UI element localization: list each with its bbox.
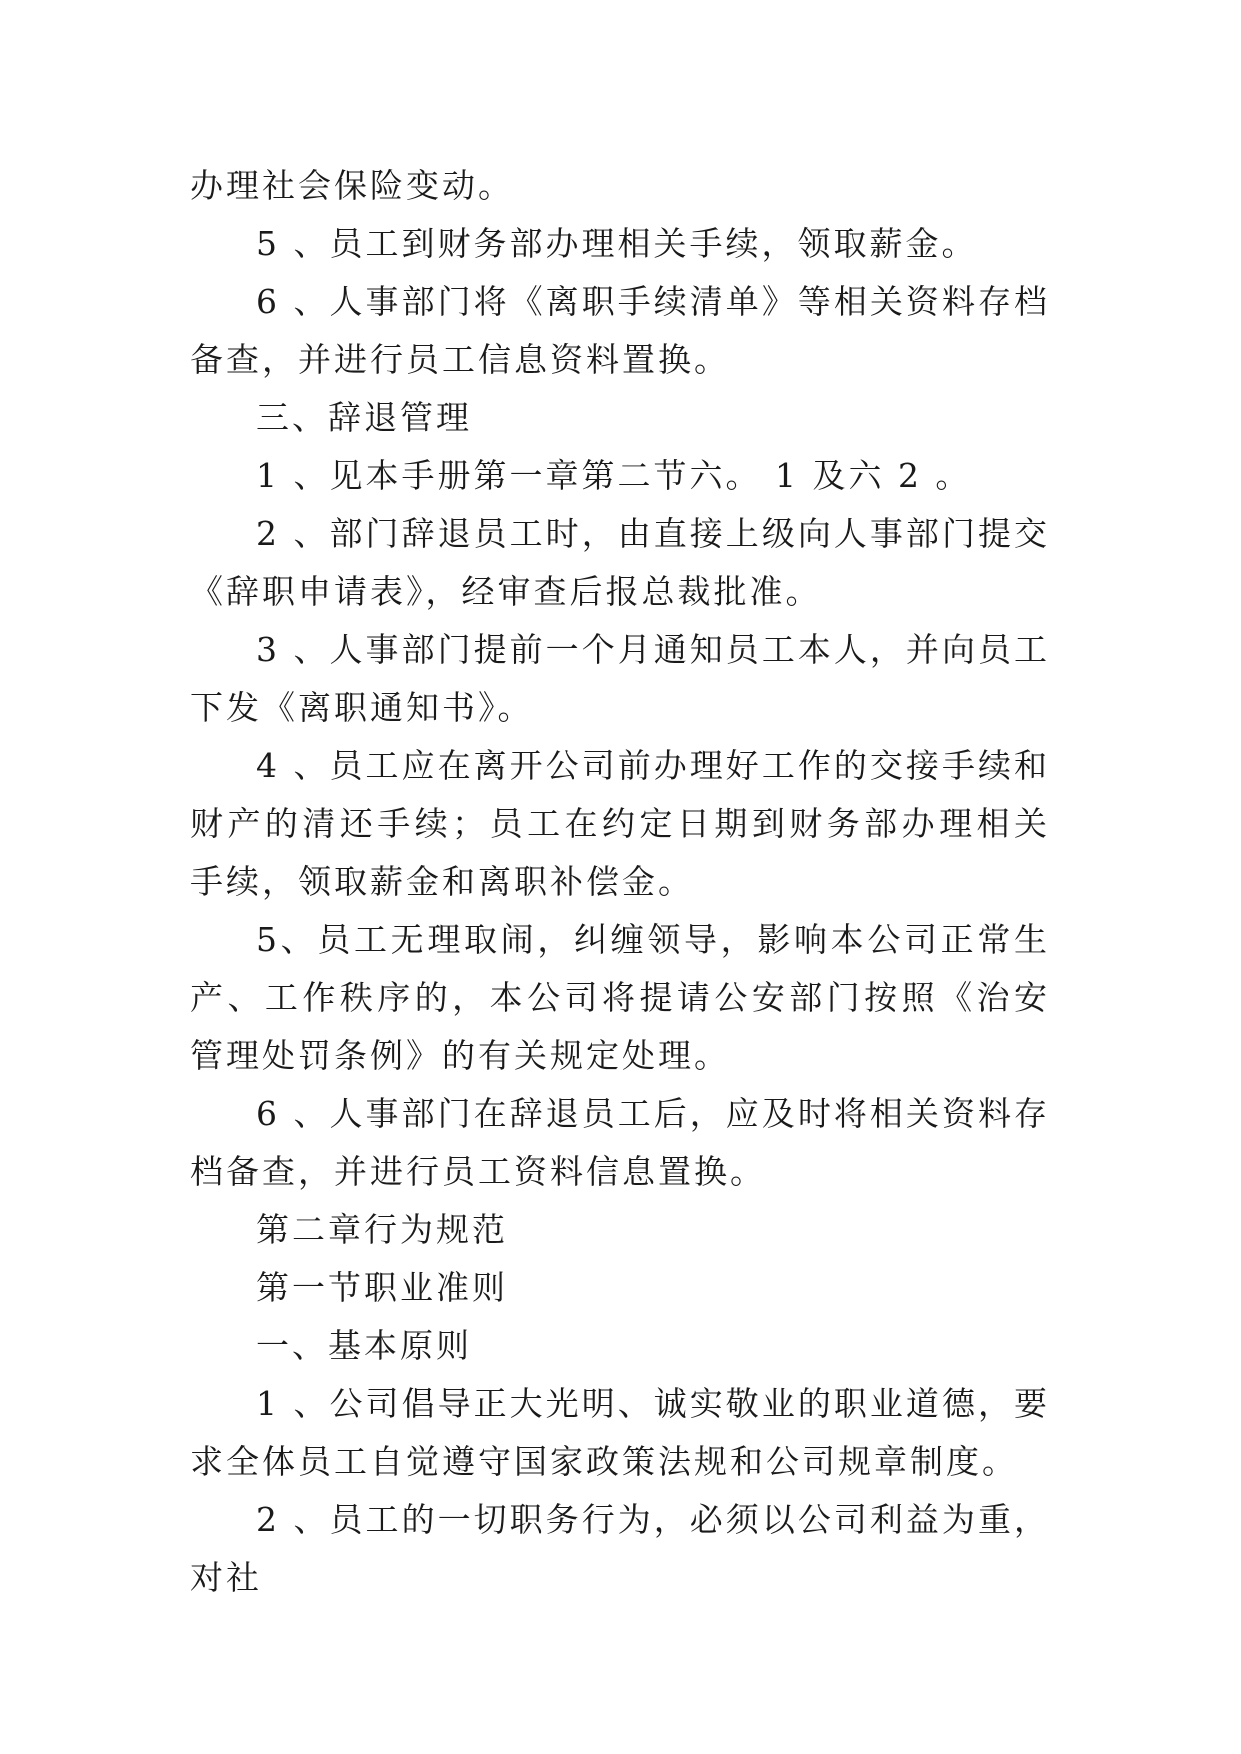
- chapter-heading: 第二章行为规范: [256, 1210, 508, 1249]
- paragraph: 5、员工无理取闹，纠缠领导，影响本公司正常生产、工作秩序的，本公司将提请公安部门按照《治安管理处罚条例》的有关规定处理。: [190, 920, 1050, 1075]
- subsection-heading: 一、基本原则: [256, 1326, 472, 1365]
- paragraph: 1 、见本手册第一章第二节六。 1 及六 2 。: [256, 456, 972, 495]
- paragraph: 5 、员工到财务部办理相关手续，领取薪金。: [256, 224, 978, 263]
- paragraph: 6 、人事部门将《离职手续清单》等相关资料存档备查，并进行员工信息资料置换。: [190, 282, 1050, 379]
- paragraph: 6 、人事部门在辞退员工后，应及时将相关资料存档备查，并进行员工资料信息置换。: [190, 1094, 1050, 1191]
- paragraph: 办理社会保险变动。: [190, 166, 514, 205]
- paragraph: 3 、人事部门提前一个月通知员工本人，并向员工下发《离职通知书》。: [190, 630, 1050, 727]
- document-body: [190, 157, 1050, 1607]
- paragraph: 1 、公司倡导正大光明、诚实敬业的职业道德，要求全体员工自觉遵守国家政策法规和公司规章制度。: [190, 1384, 1050, 1481]
- section-heading: 第一节职业准则: [256, 1268, 508, 1307]
- section-heading: 三、辞退管理: [256, 398, 472, 437]
- paragraph: 2 、部门辞退员工时，由直接上级向人事部门提交《辞职申请表》，经审查后报总裁批准。: [190, 514, 1050, 611]
- paragraph: 4 、员工应在离开公司前办理好工作的交接手续和财产的清还手续；员工在约定日期到财务部办理相关手续，领取薪金和离职补偿金。: [190, 746, 1050, 901]
- paragraph: 2 、员工的一切职务行为，必须以公司利益为重，对社: [190, 1500, 1050, 1597]
